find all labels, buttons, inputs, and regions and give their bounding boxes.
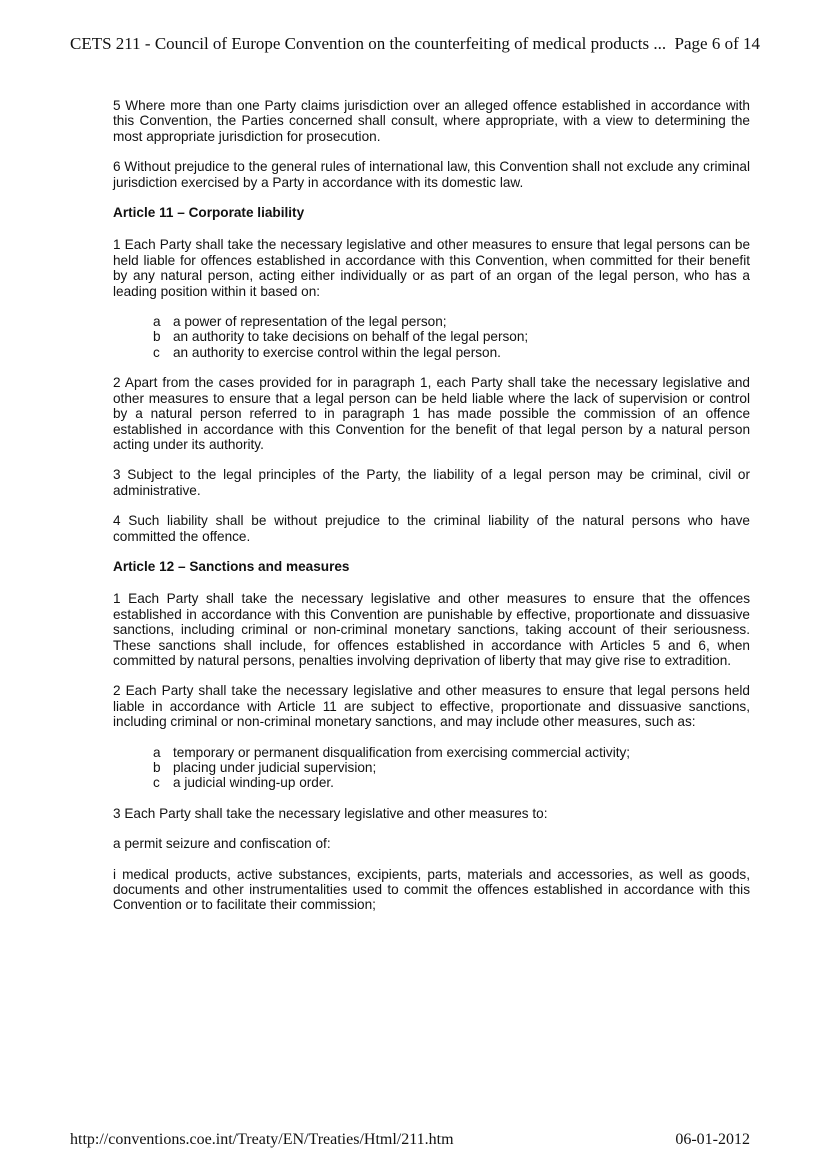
article12-paragraph-3a: a permit seizure and confiscation of:: [113, 836, 331, 852]
list-item-text: an authority to exercise control within the legal person.: [173, 344, 501, 360]
article12-list: [113, 745, 750, 791]
article11-list: [113, 314, 750, 360]
list-item: [153, 760, 750, 775]
list-marker: b: [153, 329, 161, 345]
list-marker: b: [153, 760, 161, 775]
list-marker: c: [153, 775, 160, 791]
list-item: [153, 314, 750, 329]
article12-paragraph-3a-i: i medical products, active substances, excipients, parts, materials and accessories, as well as goods, documents and other instrumentalities used to commit the offences established in accordance with this Convention or to facilitate their commission;: [113, 866, 750, 913]
article11-paragraph-4: 4 Such liability shall be without prejudice to the criminal liability of the natural persons who have committed the offence.: [113, 513, 750, 544]
list-item: [153, 329, 750, 344]
page-header: [70, 34, 760, 54]
list-item: [153, 345, 750, 360]
list-item: [153, 745, 750, 760]
article12-paragraph-2: 2 Each Party shall take the necessary legislative and other measures to ensure that legal persons held liable in accordance with Article 11 are subject to effective, proportionate and dissuasive sanctions, including criminal or non-criminal monetary sanctions, and may include other measures, such as:: [113, 683, 750, 730]
print-date: 06-01-2012: [675, 1131, 750, 1148]
list-marker: a: [153, 314, 161, 330]
list-item-text: an authority to take decisions on behalf of the legal person;: [173, 329, 529, 345]
article12-heading: Article 12 – Sanctions and measures: [113, 558, 350, 574]
article11-heading: Article 11 – Corporate liability: [113, 205, 305, 221]
article10-paragraph-6: 6 Without prejudice to the general rules of international law, this Convention shall not exclude any criminal jurisdiction exercised by a Party in accordance with its domestic law.: [113, 159, 750, 190]
article12-paragraph-1: 1 Each Party shall take the necessary legislative and other measures to ensure that the offences established in accordance with this Convention are punishable by effective, proportionate and dissuasive sanctions, including criminal or non-criminal monetary sanctions, taking account of their seriousness. These sanctions shall include, for offences established in accordance with Articles 5 and 6, when committed by natural persons, penalties involving deprivation of liberty that may give rise to extradition.: [113, 591, 750, 668]
article10-paragraph-5: 5 Where more than one Party claims jurisdiction over an alleged offence established in accordance with this Convention, the Parties concerned shall consult, where appropriate, with a view to determining the most appropriate jurisdiction for prosecution.: [113, 98, 750, 144]
article11-paragraph-3: 3 Subject to the legal principles of the Party, the liability of a legal person may be criminal, civil or administrative.: [113, 467, 750, 498]
source-url: http://conventions.coe.int/Treaty/EN/Treaties/Html/211.htm: [70, 1131, 454, 1148]
list-item-text: a judicial winding-up order.: [173, 775, 334, 791]
list-marker: a: [153, 744, 161, 760]
list-item: [153, 775, 750, 790]
document-body: [113, 98, 750, 928]
article12-paragraph-3: 3 Each Party shall take the necessary legislative and other measures to:: [113, 805, 548, 821]
list-item-text: a power of representation of the legal person;: [173, 314, 447, 330]
article11-paragraph-2: 2 Apart from the cases provided for in paragraph 1, each Party shall take the necessary legislative and other measures to ensure that a legal person can be held liable where the lack of supervision or control by a natural person referred to in paragraph 1 has made possible the commission of an offence established in accordance with this Convention for the benefit of that legal person by a natural person acting under its authority.: [113, 375, 750, 452]
page-footer: [70, 1131, 750, 1149]
document-title: CETS 211 - Council of Europe Convention on the counterfeiting of medical products ...: [70, 34, 667, 53]
article11-paragraph-1: 1 Each Party shall take the necessary legislative and other measures to ensure that legal persons can be held liable for offences established in accordance with this Convention, when committed for their benefit by any natural person, acting either individually or as part of an organ of the legal person, who has a leading position within it based on:: [113, 237, 750, 299]
list-item-text: temporary or permanent disqualification from exercising commercial activity;: [173, 744, 631, 760]
list-item-text: placing under judicial supervision;: [173, 760, 377, 775]
list-marker: c: [153, 344, 160, 360]
page-number: Page 6 of 14: [674, 34, 760, 53]
